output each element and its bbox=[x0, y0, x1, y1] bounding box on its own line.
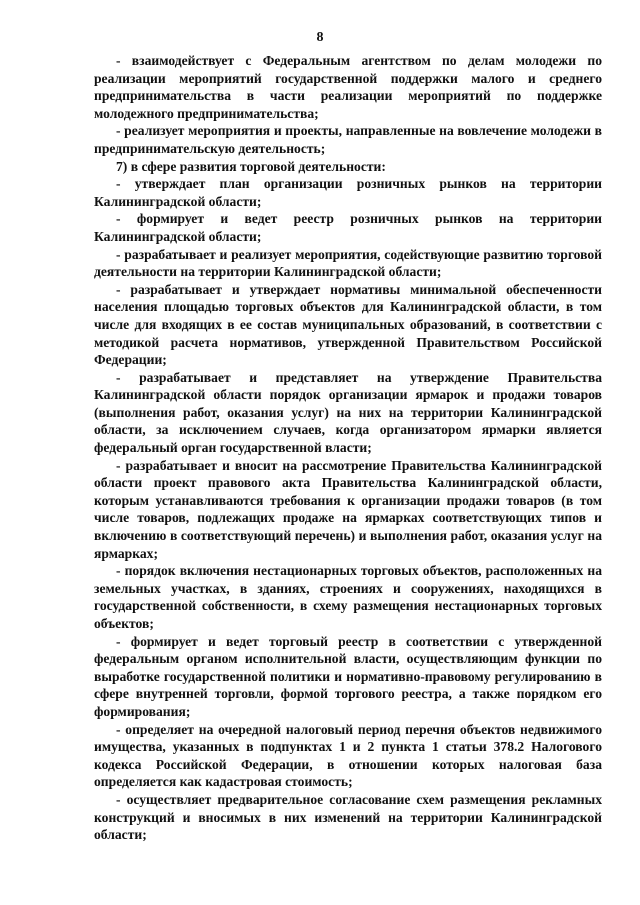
paragraph: - определяет на очередной налоговый период перечня объектов недвижимого имущества, указанных в подпунктах 1 и 2 пункта 1 статьи 378.2 Налогового кодекса Российской Федерации, в отношении которых налоговая база определяется как кадастровая стоимость; bbox=[94, 721, 602, 790]
paragraph: - утверждает план организации розничных рынков на территории Калининградской области; bbox=[94, 176, 602, 209]
paragraph: - реализует мероприятия и проекты, направленные на вовлечение молодежи в предпринимательскую деятельность; bbox=[94, 123, 602, 156]
paragraph: - взаимодействует с Федеральным агентством по делам молодежи по реализации мероприятий государственной поддержки малого и среднего предпринимательства в части реализации мероприятий по поддержке молодежного предпринимательства; bbox=[94, 53, 602, 121]
paragraph: - разрабатывает и представляет на утверждение Правительства Калининградской области порядок организации ярмарок и продажи товаров (выполнения работ, оказания услуг) на них на территории Калининградской области, за исключением случаев, когда организатором ярмарки является федеральный орган государственной власти; bbox=[94, 369, 602, 456]
paragraph: - формирует и ведет торговый реестр в соответствии с утвержденной федеральным органом исполнительной власти, осуществляющим функции по выработке государственной политики и нормативно-правовому регулированию в сфере внутренней торговли, формой торгового реестра, а также порядком его формирования; bbox=[94, 633, 602, 719]
paragraph: - порядок включения нестационарных торговых объектов, расположенных на земельных участках, в зданиях, строениях и сооружениях, находящихся в государственной собственности, в схему размещения нестационарных торговых объектов; bbox=[94, 563, 602, 631]
paragraph: - разрабатывает и вносит на рассмотрение Правительства Калининградской области проект правового акта Правительства Калининградской области, которым устанавливаются требования к организации продажи товаров (в том числе товаров, подлежащих продаже на ярмарках соответствующих типов и включению в соответствующий перечень) и выполнения работ, оказания услуг на ярмарках; bbox=[94, 457, 602, 561]
paragraph: - разрабатывает и реализует мероприятия, содействующие развитию торговой деятельности на территории Калининградской области; bbox=[94, 246, 602, 280]
page-number: 8 bbox=[316, 30, 324, 45]
paragraph: - разрабатывает и утверждает нормативы минимальной обеспеченности населения площадью торговых объектов для Калининградской области, в том числе для входящих в ее состав муниципальных образований, в соответствии с методикой расчета нормативов, утвержденной Правительством Российской Федерации; bbox=[94, 281, 602, 368]
paragraph: - формирует и ведет реестр розничных рынков на территории Калининградской области; bbox=[94, 211, 602, 244]
paragraph: - осуществляет предварительное согласование схем размещения рекламных конструкций и вносимых в них изменений на территории Калининградской области; bbox=[94, 791, 602, 843]
document-body bbox=[94, 52, 602, 844]
paragraph: 7) в сфере развития торговой деятельности: bbox=[116, 158, 386, 174]
